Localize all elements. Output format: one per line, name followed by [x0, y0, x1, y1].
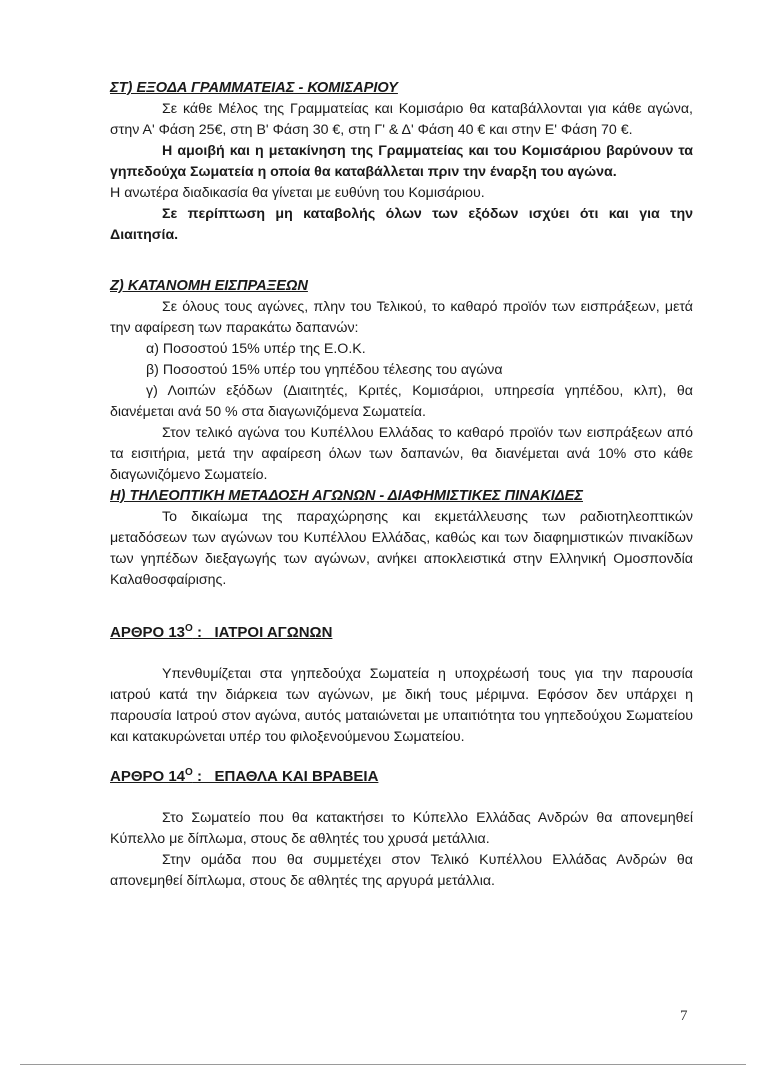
section-h: [110, 486, 693, 591]
section-st-paragraph-1: Σε κάθε Μέλος της Γραμματείας και Κομισάριο θα καταβάλλονται για κάθε αγώνα, στην Α' Φάση 25€, στη Β' Φάση 30 €, στη Γ' & Δ' Φάση 40 € και στην Ε' Φάση 70 €.: [110, 101, 693, 138]
article-13-heading: [110, 618, 693, 644]
section-st-paragraph-2: Η αμοιβή και η μετακίνηση της Γραμματείας και του Κομισάριου βαρύνουν τα γηπεδούχα Σωματεία η οποία θα καταβάλλεται πριν την έναρξη του αγώνα.: [110, 143, 693, 180]
article-13-label: ΑΡΘΡΟ 13: [110, 624, 186, 641]
section-st-heading: ΣΤ) ΕΞΟΔΑ ΓΡΑΜΜΑΤΕΙΑΣ - ΚΟΜΙΣΑΡΙΟΥ: [110, 80, 398, 96]
section-z-final: Στον τελικό αγώνα του Κυπέλλου Ελλάδας το καθαρό προϊόν των εισπράξεων από τα εισιτήρια, μετά την αφαίρεση όλων των δαπανών, θα διανέμεται ανά 10% στο κάθε διαγωνιζόμενο Σωματείο.: [110, 425, 693, 483]
section-h-heading: Η) ΤΗΛΕΟΠΤΙΚΗ ΜΕΤΑΔΟΣΗ ΑΓΩΝΩΝ - ΔΙΑΦΗΜΙΣΤΙΚΕΣ ΠΙΝΑΚΙΔΕΣ: [110, 488, 583, 504]
section-z-intro: Σε όλους τους αγώνες, πλην του Τελικού, το καθαρό προϊόν των εισπράξεων, μετά την αφαίρεση των παρακάτω δαπανών:: [110, 299, 693, 336]
article-13-title: : ΙΑΤΡΟΙ ΑΓΩΝΩΝ: [192, 624, 333, 641]
page-number: 7: [680, 1008, 688, 1024]
article-14-sup: Ο: [185, 767, 193, 778]
section-st-paragraph-4: Σε περίπτωση μη καταβολής όλων των εξόδων ισχύει ότι και για την Διαιτησία.: [110, 206, 693, 243]
section-z-item-a: α) Ποσοστού 15% υπέρ της Ε.Ο.Κ.: [146, 341, 366, 357]
section-z-item-b: β) Ποσοστού 15% υπέρ του γηπέδου τέλεσης του αγώνα: [146, 362, 503, 378]
section-st: [110, 78, 693, 246]
article-14-paragraph-2: Στην ομάδα που θα συμμετέχει στον Τελικό Κυπέλλου Ελλάδας Ανδρών θα απονεμηθεί δίπλωμα, στους δε αθλητές της αργυρά μετάλλια.: [110, 852, 693, 889]
article-13: [110, 618, 693, 748]
section-st-paragraph-3: Η ανωτέρα διαδικασία θα γίνεται με ευθύνη του Κομισάριου.: [110, 185, 485, 201]
footer-divider: [20, 1064, 746, 1065]
article-14-label: ΑΡΘΡΟ 14: [110, 768, 186, 785]
article-14-heading: [110, 762, 693, 788]
section-z-item-c: γ) Λοιπών εξόδων (Διαιτητές, Κριτές, Κομισάριοι, υπηρεσία γηπέδου, κλπ), θα διανέμεται ανά 50 % στα διαγωνιζόμενα Σωματεία.: [110, 383, 693, 420]
article-13-sup: Ο: [185, 623, 193, 634]
article-14-title: : ΕΠΑΘΛΑ ΚΑΙ ΒΡΑΒΕΙΑ: [192, 768, 379, 785]
section-h-paragraph-1: Το δικαίωμα της παραχώρησης και εκμετάλλευσης των ραδιοτηλεοπτικών μεταδόσεων των αγώνων του Κυπέλλου Ελλάδας, καθώς και των διαφημιστικών πινακίδων των γηπέδων διεξαγωγής των αγώνων, ανήκει αποκλειστικά στην Ελληνική Ομοσπονδία Καλαθοσφαίρισης.: [110, 509, 693, 588]
section-z: [110, 276, 693, 486]
article-14: [110, 762, 693, 892]
article-14-paragraph-1: Στο Σωματείο που θα κατακτήσει το Κύπελλο Ελλάδας Ανδρών θα απονεμηθεί Κύπελλο με δίπλωμα, στους δε αθλητές του χρυσά μετάλλια.: [110, 810, 693, 847]
section-z-heading: Ζ) ΚΑΤΑΝΟΜΗ ΕΙΣΠΡΑΞΕΩΝ: [110, 278, 308, 294]
article-13-paragraph: Υπενθυμίζεται στα γηπεδούχα Σωματεία η υποχρέωσή τους για την παρουσία ιατρού κατά την διάρκεια των αγώνων, με δική τους μέριμνα. Εφόσον δεν υπάρχει η παρουσία Ιατρού στον αγώνα, αυτός ματαιώνεται με υπαιτιότητα του γηπεδούχου Σωματείου και κατακυρώνεται υπέρ του φιλοξενούμενου Σωματείου.: [110, 666, 693, 745]
